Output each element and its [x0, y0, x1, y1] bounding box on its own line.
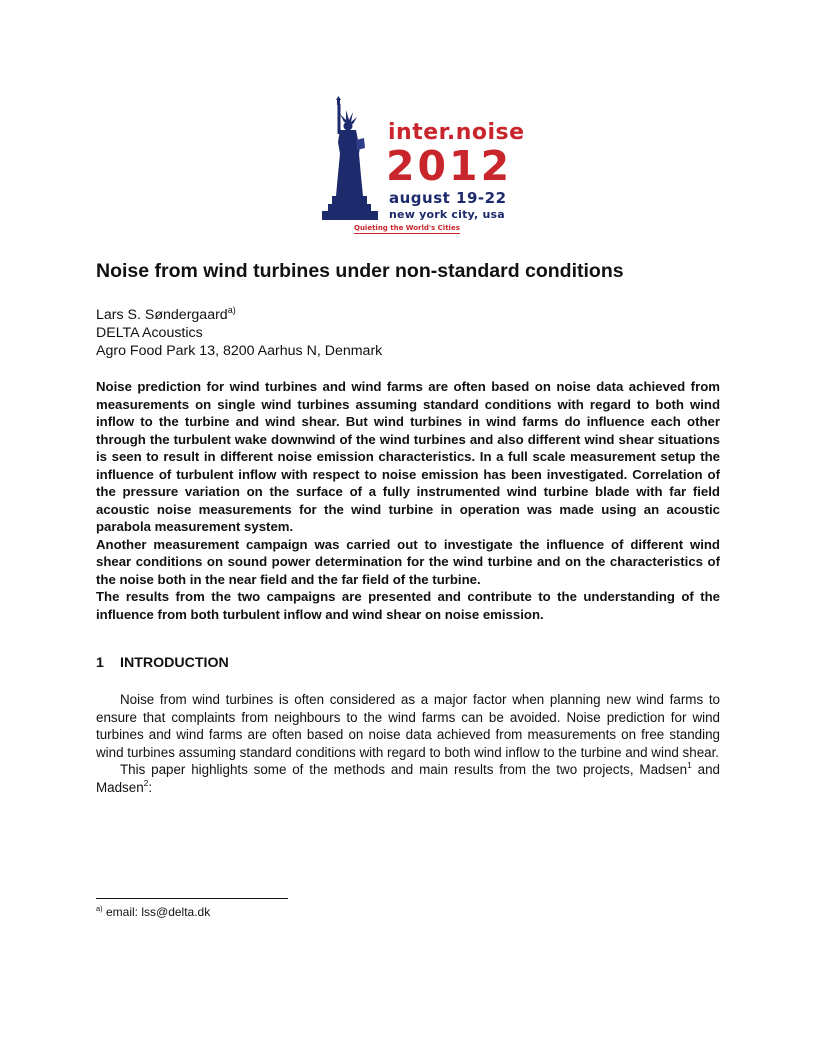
body-text: : [148, 779, 153, 795]
logo-year: 2012 [386, 142, 513, 190]
author-name: Lars S. Søndergaard [96, 307, 228, 323]
statue-of-liberty-icon [318, 96, 388, 226]
author-footnote-mark: a) [227, 305, 236, 315]
reference-2[interactable]: 2 [143, 777, 149, 788]
section-title: INTRODUCTION [120, 655, 229, 671]
body-text: and Madsen [96, 762, 720, 795]
reference-1[interactable]: 1 [687, 760, 692, 770]
section-heading [96, 654, 716, 672]
author-line [96, 306, 716, 324]
logo-city: new york city, usa [389, 208, 505, 221]
logo-date: august 19-22 [389, 189, 507, 207]
logo-tagline: Quieting the World's Cities [354, 224, 460, 232]
body-paragraph-1: Noise from wind turbines is often considered as a major factor when planning new wind farms to ensure that complaints from neighbours to the wind farms can be avoided. Noise prediction for wind turbines and wind farms are often based on noise data achieved from measurements on free standing wind turbines assuming standard conditions with regard to both wind inflow to the turbine and wind shear. [96, 692, 720, 760]
logo-wordmark: inter.noise [388, 120, 525, 145]
footnote [96, 905, 496, 920]
section-number: 1 [96, 655, 104, 671]
body-text: This paper highlights some of the methods and main results from the two projects, Madsen [120, 762, 688, 777]
affiliation: DELTA Acoustics [96, 325, 203, 341]
address: Agro Food Park 13, 8200 Aarhus N, Denmark [96, 343, 383, 359]
paper-title: Noise from wind turbines under non-standard conditions [96, 260, 624, 282]
body-paragraph-2 [96, 761, 720, 796]
abstract-paragraph-2: Another measurement campaign was carried out to investigate the influence of different wind shear conditions on sound power determination for the wind turbine and on the characteristics of the noise both in the near field and the far field of the turbine. [96, 536, 720, 587]
footnote-text: email: lss@delta.dk [102, 905, 211, 919]
footnote-divider [96, 898, 288, 899]
footnote-mark: a) [96, 904, 103, 913]
abstract-paragraph-3: The results from the two campaigns are presented and contribute to the understanding of the influence from both turbulent inflow and wind shear on noise emission. [96, 589, 720, 622]
abstract [96, 378, 720, 623]
conference-logo [318, 96, 525, 240]
section-body [96, 691, 720, 796]
author-block [96, 306, 716, 360]
abstract-paragraph-1: Noise prediction for wind turbines and wind farms are often based on noise data achieved from measurements on single wind turbines assuming standard conditions with regard to both wind inflow to the turbine and wind shear. But wind turbines in wind farms do influence each other through the turbulent wake downwind of the wind turbines and also different wind shear situations is seen to result in different noise emission characteristics. In a full scale measurement setup the influence of turbulent inflow with respect to noise emission has been investigated. Correlation of the pressure variation on the surface of a fully instrumented wind turbine blade with far field acoustic noise measurements for the wind turbine in operation was made using an acoustic parabola measurement system. [96, 379, 720, 534]
